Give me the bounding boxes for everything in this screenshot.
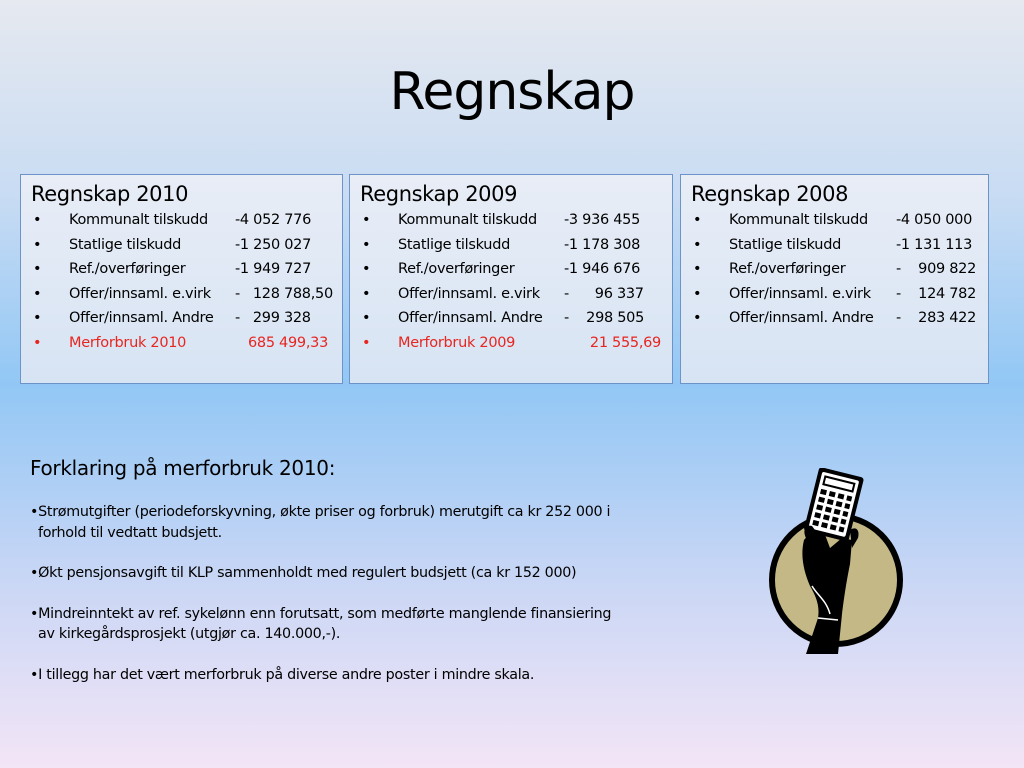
- bullet-icon: •: [362, 236, 371, 253]
- bullet-icon: •: [362, 285, 371, 302]
- explanation-item: [30, 502, 650, 543]
- overspend-label: Merforbruk 2010: [69, 334, 187, 351]
- bullet-icon: •: [693, 285, 702, 302]
- item-line: •I tillegg har det vært merforbruk på diverse andre poster i mindre skala.: [30, 666, 535, 683]
- row-value: - 128 788,50: [235, 285, 333, 302]
- row-label: Offer/innsaml. Andre: [69, 310, 214, 326]
- explanation-section: [30, 456, 650, 705]
- row-value: - 96 337: [564, 285, 644, 302]
- bullet-icon: •: [33, 285, 42, 302]
- overspend-value: 685 499,33: [247, 334, 328, 351]
- slide-title: Regnskap: [389, 62, 635, 122]
- row-label: Offer/innsaml. Andre: [729, 310, 874, 326]
- row-label: Kommunalt tilskudd: [398, 212, 537, 228]
- item-continuation: forhold til vedtatt budsjett.: [38, 524, 222, 541]
- row-label: Offer/innsaml. e.virk: [69, 285, 211, 302]
- item-line: •Strømutgifter (periodeforskyvning, økte priser og forbruk) merutgift ca kr 252 000 i: [30, 504, 611, 520]
- bullet-icon: •: [33, 236, 42, 253]
- row-value: - 124 782: [896, 285, 977, 302]
- bullet-icon: •: [362, 334, 371, 351]
- bullet-icon: •: [693, 236, 702, 253]
- row-value: - 909 822: [896, 261, 977, 277]
- bullet-icon: •: [362, 212, 371, 228]
- item-continuation: av kirkegårdsprosjekt (utgjør ca. 140.000,-).: [38, 626, 341, 642]
- overspend-value: 21 555,69: [589, 334, 661, 351]
- row-label: Ref./overføringer: [729, 261, 846, 277]
- bullet-icon: •: [693, 212, 702, 228]
- bullet-icon: •: [362, 261, 371, 277]
- row-label: Ref./overføringer: [69, 261, 186, 277]
- row-value: -4 050 000: [896, 212, 973, 228]
- accounts-box-2009: [349, 174, 673, 384]
- explanation-item: [30, 563, 650, 584]
- explanation-heading: Forklaring på merforbruk 2010:: [30, 456, 336, 480]
- row-value: -1 250 027: [235, 236, 312, 253]
- row-label: Ref./overføringer: [398, 261, 515, 277]
- bullet-icon: •: [33, 334, 42, 351]
- bullet-icon: •: [362, 310, 371, 326]
- bullet-icon: •: [33, 212, 42, 228]
- row-label: Statlige tilskudd: [729, 236, 841, 253]
- bullet-icon: •: [33, 261, 42, 277]
- accounts-box-2008: [680, 174, 989, 384]
- row-value: - 283 422: [896, 310, 977, 326]
- accounts-box-2010: [20, 174, 343, 384]
- explanation-item: [30, 604, 650, 645]
- row-value: -3 936 455: [564, 212, 641, 228]
- box-heading: Regnskap 2008: [691, 182, 849, 206]
- item-line: •Økt pensjonsavgift til KLP sammenholdt med regulert budsjett (ca kr 152 000): [30, 565, 577, 581]
- row-value: -1 949 727: [235, 261, 312, 277]
- row-value: -1 178 308: [564, 236, 641, 253]
- box-heading: Regnskap 2009: [360, 182, 518, 206]
- overspend-label: Merforbruk 2009: [398, 334, 516, 351]
- bullet-icon: •: [33, 310, 42, 326]
- calculator-hand-icon: [766, 468, 906, 654]
- row-label: Offer/innsaml. e.virk: [398, 285, 540, 302]
- row-label: Kommunalt tilskudd: [729, 212, 868, 228]
- row-value: -1 946 676: [564, 261, 641, 277]
- row-label: Offer/innsaml. e.virk: [729, 285, 871, 302]
- bullet-icon: •: [693, 261, 702, 277]
- bullet-icon: •: [693, 310, 702, 326]
- explanation-item: [30, 665, 650, 686]
- row-value: -4 052 776: [235, 212, 312, 228]
- row-label: Kommunalt tilskudd: [69, 212, 208, 228]
- row-value: -1 131 113: [896, 236, 973, 253]
- row-value: - 298 505: [564, 310, 645, 326]
- item-line: •Mindreinntekt av ref. sykelønn enn forutsatt, som medførte manglende finansiering: [30, 605, 612, 622]
- row-label: Statlige tilskudd: [69, 236, 181, 253]
- row-label: Statlige tilskudd: [398, 236, 510, 253]
- row-label: Offer/innsaml. Andre: [398, 310, 543, 326]
- row-value: - 299 328: [235, 310, 311, 326]
- box-heading: Regnskap 2010: [31, 182, 189, 206]
